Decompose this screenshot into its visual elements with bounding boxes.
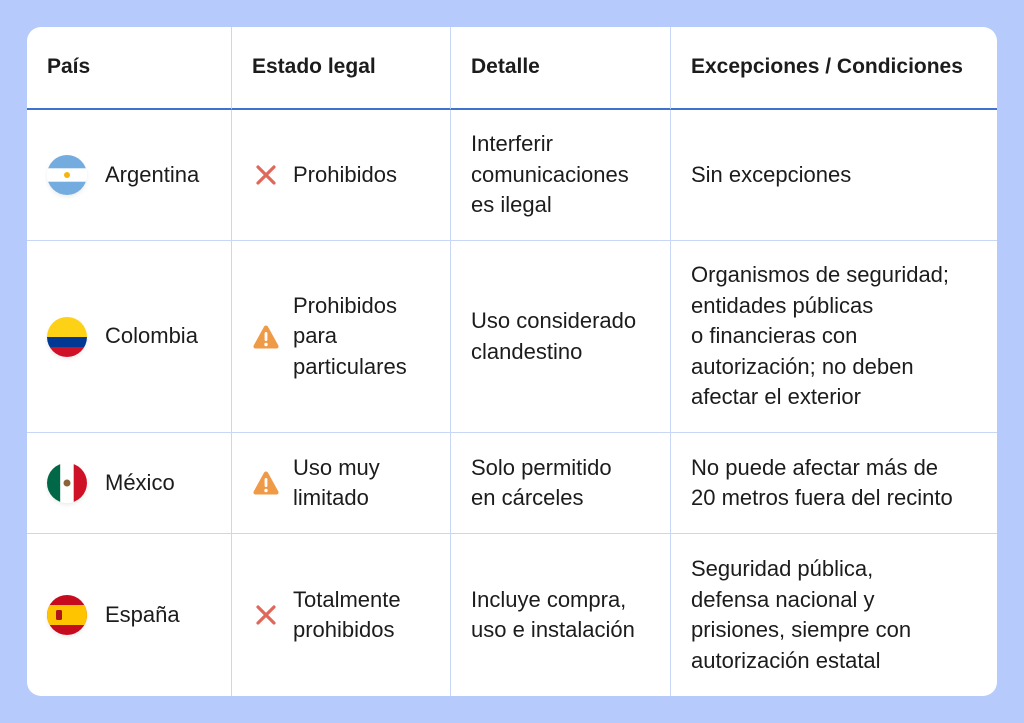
detail-cell-argentina: Interferir comunicaciones es ilegal — [451, 110, 671, 241]
detail-cell-mexico: Solo permitido en cárceles — [451, 433, 671, 534]
detail-cell-colombia: Uso considerado clandestino — [451, 241, 671, 433]
status-cell-spain — [232, 534, 451, 696]
header-country: País — [27, 27, 232, 110]
status-text: Totalmente prohibidos — [293, 586, 401, 642]
warning-icon — [252, 469, 280, 497]
status-text: Uso muy limitado — [293, 454, 380, 510]
header-status: Estado legal — [232, 27, 451, 110]
spain-flag-icon — [47, 595, 87, 635]
comparison-table — [27, 27, 997, 696]
country-cell-spain — [27, 534, 232, 696]
argentina-flag-icon — [47, 155, 87, 195]
header-exceptions: Excepciones / Condiciones — [671, 27, 997, 110]
country-name: México — [105, 469, 175, 495]
status-cell-argentina — [232, 110, 451, 241]
status-cell-colombia — [232, 241, 451, 433]
country-cell-argentina — [27, 110, 232, 241]
status-cell-mexico — [232, 433, 451, 534]
country-name: Colombia — [105, 323, 198, 349]
colombia-flag-icon — [47, 317, 87, 357]
header-detail: Detalle — [451, 27, 671, 110]
country-name: España — [105, 601, 180, 627]
status-text: Prohibidos — [293, 161, 397, 187]
detail-cell-spain: Incluye compra, uso e instalación — [451, 534, 671, 696]
country-cell-colombia — [27, 241, 232, 433]
exceptions-cell-colombia: Organismos de seguridad; entidades públicas o financieras con autorización; no deben afectar el exterior — [671, 241, 997, 433]
status-text: Prohibidos para particulares — [293, 292, 407, 379]
mexico-flag-icon — [47, 463, 87, 503]
country-cell-mexico — [27, 433, 232, 534]
exceptions-cell-spain: Seguridad pública, defensa nacional y prisiones, siempre con autorización estatal — [691, 556, 912, 673]
cross-icon — [252, 161, 280, 189]
country-name: Argentina — [105, 161, 200, 187]
exceptions-cell-argentina: Sin excepciones — [671, 110, 997, 241]
warning-icon — [252, 323, 280, 351]
comparison-table-card — [27, 27, 997, 696]
exceptions-cell-mexico: No puede afectar más de 20 metros fuera del recinto — [671, 433, 997, 534]
cross-icon — [252, 601, 280, 629]
